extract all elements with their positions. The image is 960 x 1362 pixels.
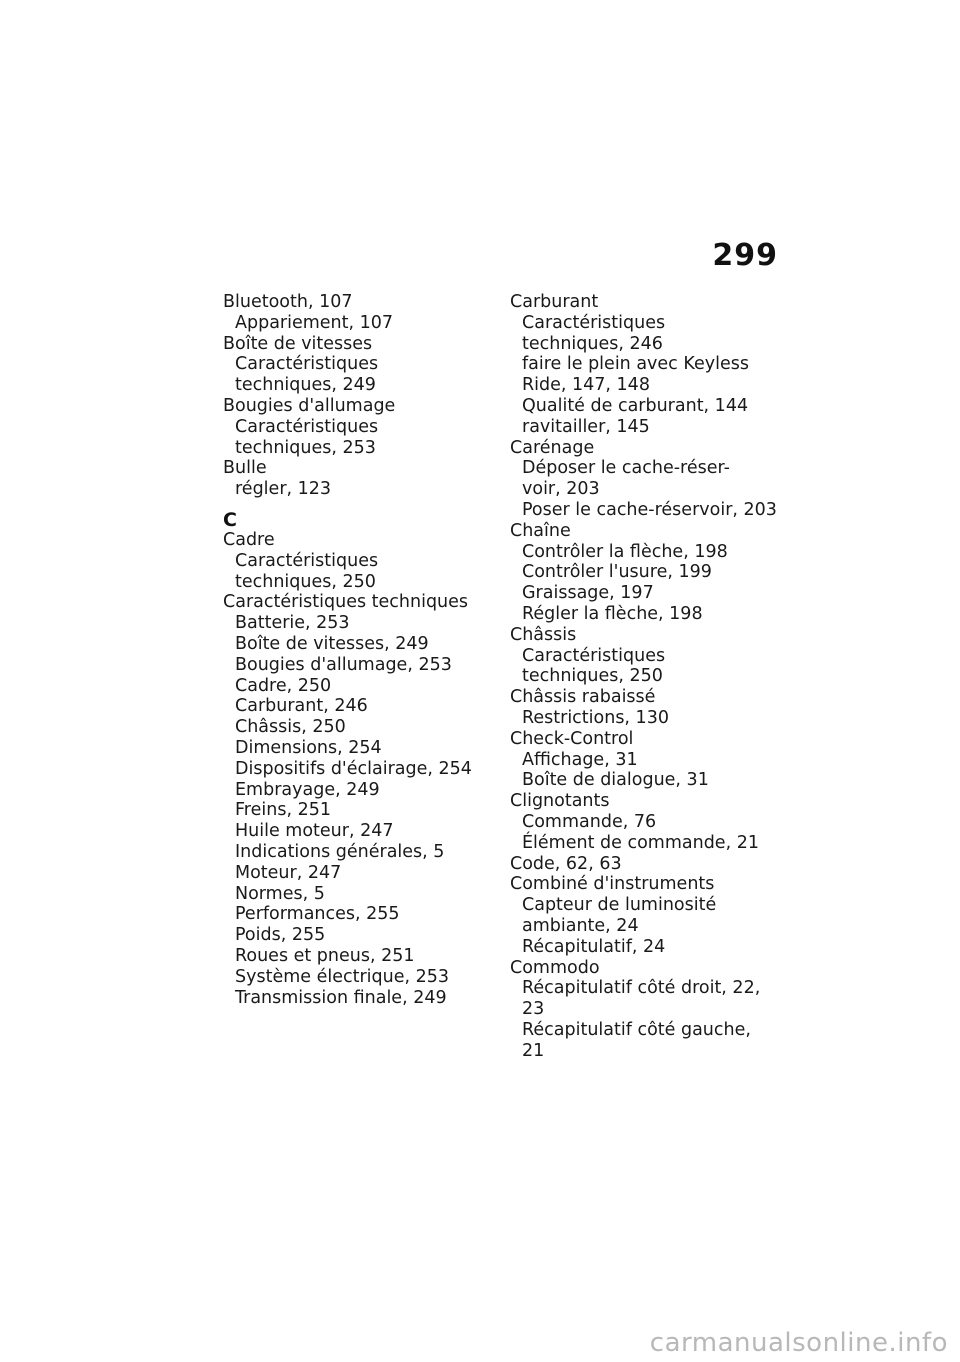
index-subentry: Moteur, 247 — [235, 862, 342, 883]
index-subentry: Déposer le cache-réser- — [522, 458, 730, 479]
index-entry: Carénage — [510, 437, 595, 458]
index-subentry: Graissage, 197 — [522, 583, 654, 604]
index-entry: Bluetooth, 107 — [223, 292, 353, 312]
index-entry: Boîte de vitesses — [223, 333, 373, 354]
index-subentry: Caractéristiques — [522, 312, 666, 333]
index-subentry: Huile moteur, 247 — [235, 821, 394, 842]
index-entry: Commodo — [510, 957, 600, 978]
index-subentry: Caractéristiques — [235, 416, 379, 437]
index-subentry: Caractéristiques — [235, 354, 379, 375]
index-subentry: Batterie, 253 — [235, 613, 350, 634]
index-subentry: Roues et pneus, 251 — [235, 945, 415, 966]
index-subentry: Système électrique, 253 — [235, 966, 450, 987]
index-subentry: Caractéristiques — [235, 550, 379, 571]
index-column-right — [510, 292, 778, 1061]
index-subentry: Poser le cache-réservoir, 203 — [522, 499, 777, 520]
index-subentry: Châssis, 250 — [235, 717, 346, 738]
index-subentry: Indications générales, 5 — [235, 841, 445, 862]
index-subentry: techniques, 250 — [235, 571, 376, 592]
index-entry: Combiné d'instruments — [510, 874, 715, 895]
index-subentry: Embrayage, 249 — [235, 779, 380, 800]
index-entry: Châssis — [510, 624, 577, 645]
index-subentry: Récapitulatif côté gauche, 21 — [522, 1019, 751, 1061]
watermark: carmanualsonline.info — [649, 1328, 948, 1358]
index-entry: Bulle — [223, 458, 267, 479]
index-subentry: voir, 203 — [522, 479, 600, 500]
index-subentry: Normes, 5 — [235, 883, 325, 904]
index-subentry: ambiante, 24 — [522, 915, 639, 936]
index-subentry: Restrictions, 130 — [522, 707, 669, 728]
index-subentry: techniques, 250 — [522, 666, 663, 687]
index-subentry: Carburant, 246 — [235, 696, 368, 717]
index-entry: Carburant — [510, 292, 599, 312]
index-subentry: Commande, 76 — [522, 811, 657, 832]
index-entry: Caractéristiques techniques — [223, 592, 469, 613]
index-subentry: Boîte de vitesses, 249 — [235, 633, 429, 654]
index-subentry: Cadre, 250 — [235, 675, 332, 696]
index-entry: Code, 62, 63 — [510, 853, 622, 874]
index-subentry: Affichage, 31 — [522, 749, 638, 770]
index-subentry: Performances, 255 — [235, 904, 400, 925]
index-entry: Clignotants — [510, 791, 610, 812]
index-subentry: Poids, 255 — [235, 925, 326, 946]
index-entry: Cadre — [223, 529, 275, 550]
index-subentry: Appariement, 107 — [235, 312, 394, 333]
index-subentry: Récapitulatif côté droit, 22, — [522, 978, 761, 999]
index-subentry: techniques, 249 — [235, 375, 376, 396]
index-subentry: Contrôler la flèche, 198 — [522, 541, 728, 562]
index-subentry: Récapitulatif, 24 — [522, 936, 666, 957]
index-subentry: Dispositifs d'éclairage, 254 — [235, 758, 472, 779]
index-subentry: 23 — [522, 999, 545, 1020]
index-entry: Chaîne — [510, 520, 571, 541]
index-subentry: Régler la flèche, 198 — [522, 603, 703, 624]
index-subentry: techniques, 253 — [235, 437, 376, 458]
index-subentry: techniques, 246 — [522, 333, 663, 354]
index-subentry: Qualité de carburant, 144 — [522, 395, 749, 416]
index-column-left — [223, 292, 483, 1008]
index-subentry: Transmission finale, 249 — [235, 987, 447, 1008]
index-entry: Check-Control — [510, 728, 634, 749]
index-subentry: Caractéristiques — [522, 645, 666, 666]
index-subentry: Élément de commande, 21 — [522, 832, 759, 853]
page-number: 299 — [712, 238, 778, 273]
index-subentry: Freins, 251 — [235, 800, 331, 821]
index-entry: Bougies d'allumage — [223, 395, 396, 416]
index-subentry: Capteur de luminosité — [522, 895, 717, 916]
index-subentry: régler, 123 — [235, 479, 332, 500]
index-subentry: Bougies d'allumage, 253 — [235, 654, 452, 675]
section-letter: C — [223, 508, 237, 531]
index-subentry: Boîte de dialogue, 31 — [522, 770, 709, 791]
index-subentry: Contrôler l'usure, 199 — [522, 562, 712, 583]
index-subentry: Dimensions, 254 — [235, 737, 382, 758]
index-subentry: ravitailler, 145 — [522, 416, 650, 437]
index-subentry: Ride, 147, 148 — [522, 375, 650, 396]
index-subentry: faire le plein avec Keyless — [522, 354, 749, 375]
index-entry: Châssis rabaissé — [510, 687, 656, 708]
